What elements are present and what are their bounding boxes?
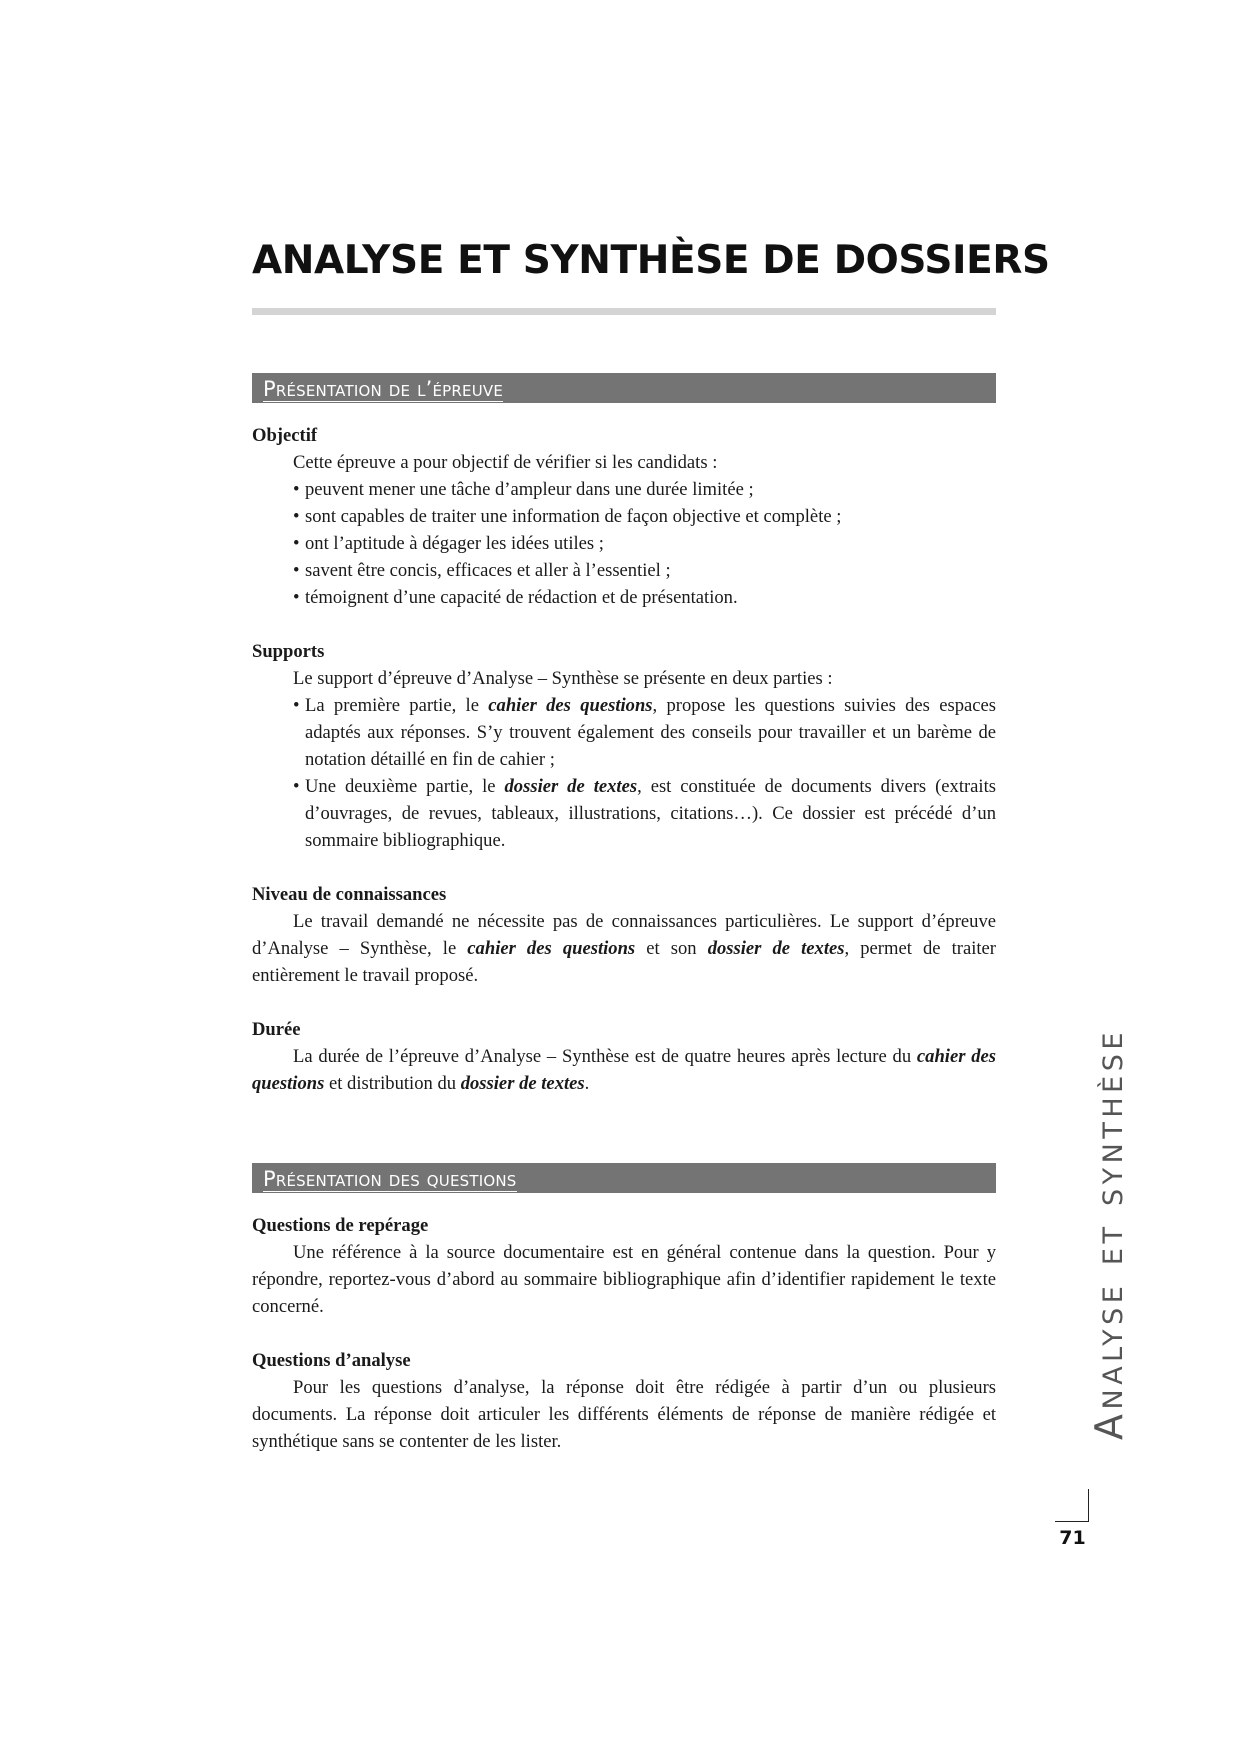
section-heading-text: Présentation des questions bbox=[263, 1167, 517, 1191]
page-title: ANALYSE ET SYNTHÈSE DE DOSSIERS bbox=[252, 238, 1050, 283]
text-run: , permet de traiter entièrement le travail proposé. bbox=[252, 938, 997, 986]
section-heading-presentation-epreuve bbox=[252, 373, 996, 403]
section-heading-presentation-questions bbox=[252, 1163, 996, 1193]
text-run: . bbox=[584, 1073, 590, 1094]
analyse-paragraph: Pour les questions d’analyse, la réponse doit être rédigée à partir d’un ou plusieurs documents. La réponse doit articuler les différents éléments de réponse de manière rédigée et synthétique sans se contenter de les lister. bbox=[252, 1377, 996, 1452]
analyse-heading: Questions d’analyse bbox=[252, 1350, 411, 1371]
emphasis-text: cahier des questions bbox=[252, 1046, 996, 1094]
section-heading-text: Présentation de l’épreuve bbox=[263, 377, 504, 401]
reperage-paragraph: Une référence à la source documentaire est en général contenue dans la question. Pour y répondre, reportez-vous d’abord au sommaire bibliographique afin d’identifier rapidement le texte concerné. bbox=[252, 1242, 996, 1317]
section-presentation-questions bbox=[252, 1212, 996, 1482]
reperage-block bbox=[252, 1212, 996, 1320]
analyse-block bbox=[252, 1347, 996, 1455]
text-run: La durée de l’épreuve d’Analyse – Synthèse est de quatre heures après lecture du bbox=[293, 1046, 917, 1067]
reperage-heading: Questions de repérage bbox=[252, 1215, 429, 1236]
emphasis-text: cahier des questions bbox=[467, 938, 636, 959]
niveau-block bbox=[252, 881, 996, 989]
list-item: • sont capables de traiter une information de façon objective et complète ; bbox=[293, 503, 996, 530]
list-item bbox=[293, 692, 996, 773]
emphasis-text: dossier de textes bbox=[707, 938, 845, 959]
text-run: Une deuxième partie, le bbox=[305, 776, 505, 797]
list-item bbox=[293, 773, 996, 854]
duree-paragraph bbox=[252, 1043, 996, 1097]
text-run: La première partie, le bbox=[305, 695, 489, 716]
emphasis-text: dossier de textes bbox=[504, 776, 638, 797]
page-number: 71 bbox=[1059, 1527, 1086, 1549]
text-run: , est constituée de documents divers (extraits d’ouvrages, de revues, tableaux, illustrations, citations…). Ce dossier est précédé d’un sommaire bibliographique. bbox=[305, 776, 997, 851]
objectif-list bbox=[252, 476, 996, 611]
text-run: et distribution du bbox=[324, 1073, 461, 1094]
niveau-paragraph bbox=[252, 908, 996, 989]
objectif-block bbox=[252, 422, 996, 611]
supports-list bbox=[252, 692, 996, 854]
list-item: • peuvent mener une tâche d’ampleur dans une durée limitée ; bbox=[293, 476, 996, 503]
supports-heading: Supports bbox=[252, 641, 325, 662]
niveau-heading: Niveau de connaissances bbox=[252, 884, 447, 905]
objectif-heading: Objectif bbox=[252, 425, 318, 446]
supports-block bbox=[252, 638, 996, 854]
page-corner-mark bbox=[1055, 1489, 1089, 1522]
duree-heading: Durée bbox=[252, 1019, 301, 1040]
title-rule bbox=[252, 308, 996, 315]
text-run: Le travail demandé ne nécessite pas de connaissances particulières. Le support d’épreuve d’Analyse – Synthèse, le bbox=[252, 911, 996, 959]
list-item: • témoignent d’une capacité de rédaction et de présentation. bbox=[293, 584, 996, 611]
side-chapter-label: Analyse et synthèse bbox=[1087, 1028, 1131, 1440]
objectif-intro: Cette épreuve a pour objectif de vérifier si les candidats : bbox=[293, 452, 718, 473]
emphasis-text: dossier de textes bbox=[460, 1073, 585, 1094]
supports-intro: Le support d’épreuve d’Analyse – Synthèse se présente en deux parties : bbox=[293, 668, 833, 689]
duree-block bbox=[252, 1016, 996, 1097]
text-run: et son bbox=[635, 938, 708, 959]
list-item: • savent être concis, efficaces et aller à l’essentiel ; bbox=[293, 557, 996, 584]
text-run: , propose les questions suivies des espaces adaptés aux réponses. S’y trouvent également des conseils pour travailler et un barème de notation détaillé en fin de cahier ; bbox=[305, 695, 996, 770]
list-item: • ont l’aptitude à dégager les idées utiles ; bbox=[293, 530, 996, 557]
emphasis-text: cahier des questions bbox=[488, 695, 653, 716]
section-presentation-epreuve bbox=[252, 422, 996, 1124]
